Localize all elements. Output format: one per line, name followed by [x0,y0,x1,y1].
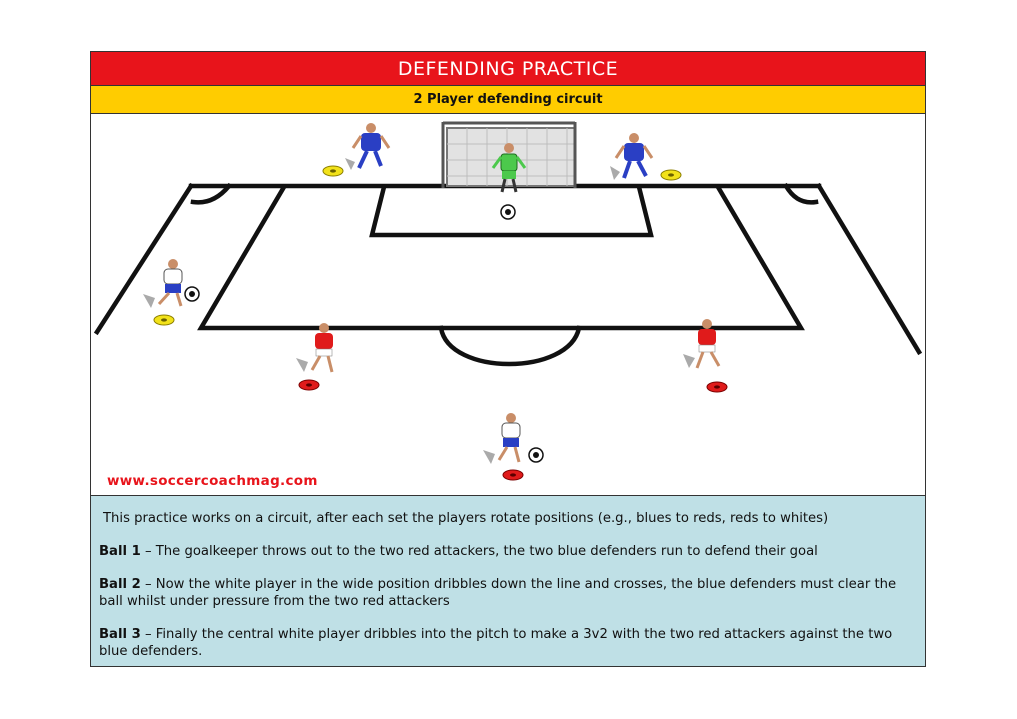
penalty-arc [441,328,579,364]
white-player-wide-ball [185,287,199,301]
intro-text: This practice works on a circuit, after each set the players rotate positions (e.g., blues to reds, reds to whites) [103,511,829,526]
ball-2-text: – Now the white player in the wide position dribbles down the line and crosses, the blue defenders must clear the ball whilst under pressure from the two red attackers [99,577,897,609]
ball-3-instruction [99,626,917,660]
pitch-diagram [91,114,925,496]
practice-sheet [90,51,926,667]
ball-3-text: – Finally the central white player dribbles into the pitch to make a 3v2 with the two red attackers against the two blue defenders. [99,627,893,659]
yellow-cone-left [154,315,174,325]
white-player-central-ball [529,448,543,462]
yellow-cone-top-left [323,166,343,176]
blue-defender-left [345,123,389,170]
red-cone-right [707,382,727,392]
ball-2-instruction [99,576,917,610]
ball-1-text: – The goalkeeper throws out to the two red attackers, the two blue defenders run to defend their goal [140,544,818,559]
description-panel [91,496,925,666]
pitch-drawing [91,114,925,496]
red-attacker-left [296,323,333,372]
left-touchline [97,186,191,332]
right-corner-arc [786,186,816,202]
red-cone-left [299,380,319,390]
ball-1-instruction [99,543,917,560]
ball-1-label: Ball 1 [99,544,141,559]
website-url: www.soccercoachmag.com [107,473,318,489]
ball-2-label: Ball 2 [99,577,141,592]
right-touchline [819,186,919,352]
page-subtitle: 2 Player defending circuit [91,86,925,114]
goalkeeper-ball [501,205,515,219]
page-title: DEFENDING PRACTICE [91,52,925,86]
left-corner-arc [193,186,229,202]
white-player-wide [143,259,182,308]
white-player-central [483,413,520,464]
ball-3-label: Ball 3 [99,627,141,642]
red-cone-bottom [503,470,523,480]
blue-defender-right [610,133,652,180]
penalty-area [201,187,801,328]
yellow-cone-top-right [661,170,681,180]
